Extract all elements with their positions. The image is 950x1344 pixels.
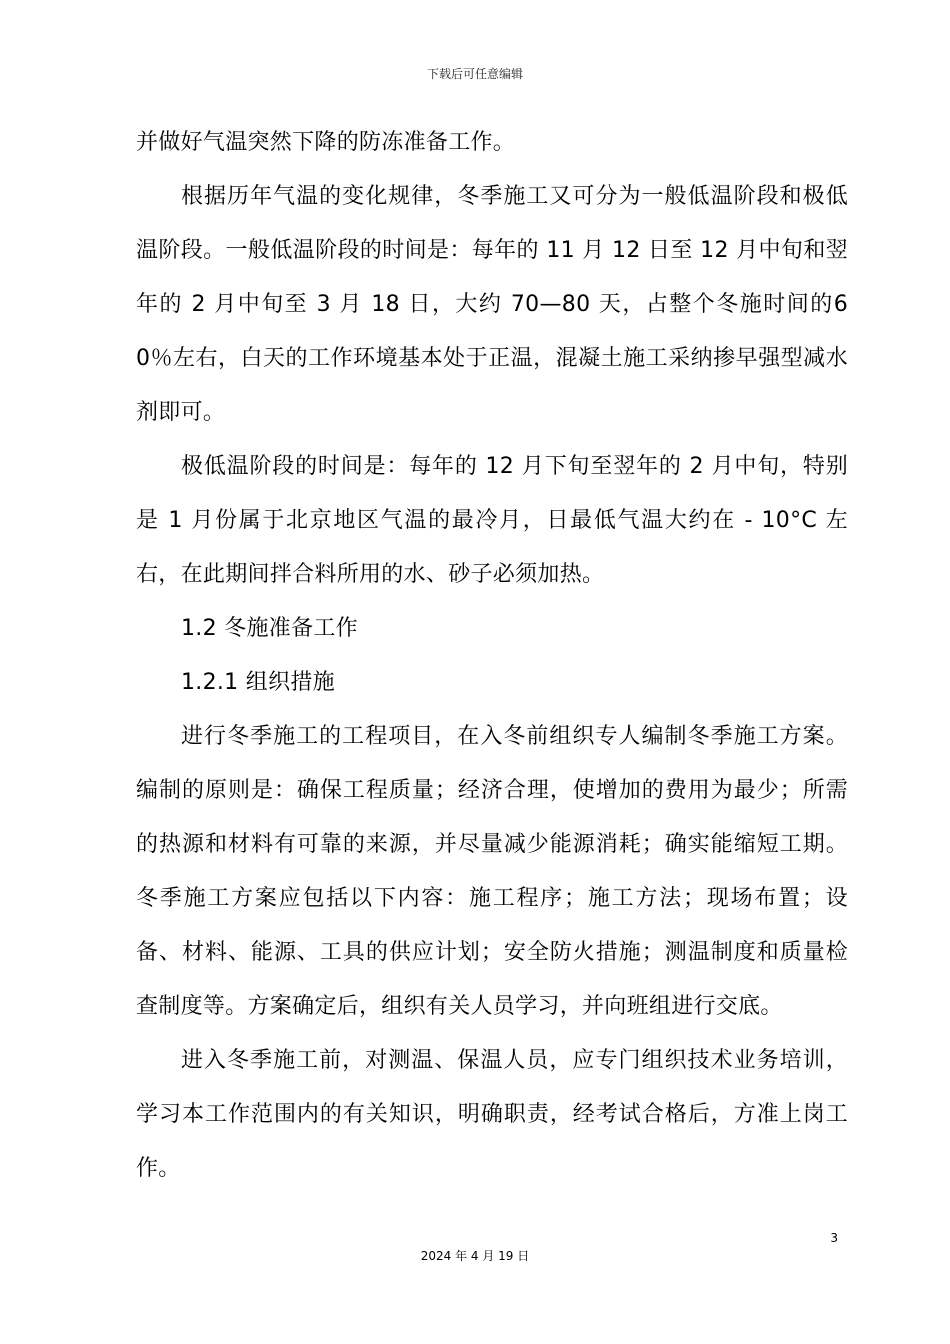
- subsection-heading: 1.2.1 组织措施: [181, 670, 335, 695]
- paragraph: 并做好气温突然下降的防冻准备工作。: [136, 130, 516, 155]
- page-number: 3: [830, 1231, 838, 1245]
- paragraph: 根据历年气温的变化规律，冬季施工又可分为一般低温阶段和极低温阶段。一般低温阶段的时间是：每年的 11 月 12 日至 12 月中旬和翌年的 2 月中旬至 3 月 18 日，大约 70—80 天，占整个冬施时间的60％左右，白天的工作环境基本处于正温，混凝土施工采纳掺早强型减水剂即可。: [136, 184, 848, 425]
- section-heading: 1.2 冬施准备工作: [181, 616, 358, 641]
- paragraph: 进行冬季施工的工程项目，在入冬前组织专人编制冬季施工方案。编制的原则是：确保工程质量；经济合理，使增加的费用为最少；所需的热源和材料有可靠的来源，并尽量减少能源消耗；确实能缩短工期。冬季施工方案应包括以下内容：施工程序；施工方法；现场布置；设备、材料、能源、工具的供应计划；安全防火措施；测温制度和质量检查制度等。方案确定后，组织有关人员学习，并向班组进行交底。: [136, 724, 848, 1019]
- document-body: [136, 116, 848, 1196]
- page-header: 下载后可任意编辑: [426, 67, 523, 81]
- paragraph: 进入冬季施工前，对测温、保温人员，应专门组织技术业务培训，学习本工作范围内的有关知识，明确职责，经考试合格后，方准上岗工作。: [136, 1048, 848, 1181]
- paragraph: 极低温阶段的时间是：每年的 12 月下旬至翌年的 2 月中旬，特别是 1 月份属于北京地区气温的最冷月，日最低气温大约在 - 10°C 左右，在此期间拌合料所用的水、砂子必须加热。: [136, 454, 848, 587]
- footer-date: 2024 年 4 月 19 日: [420, 1249, 530, 1263]
